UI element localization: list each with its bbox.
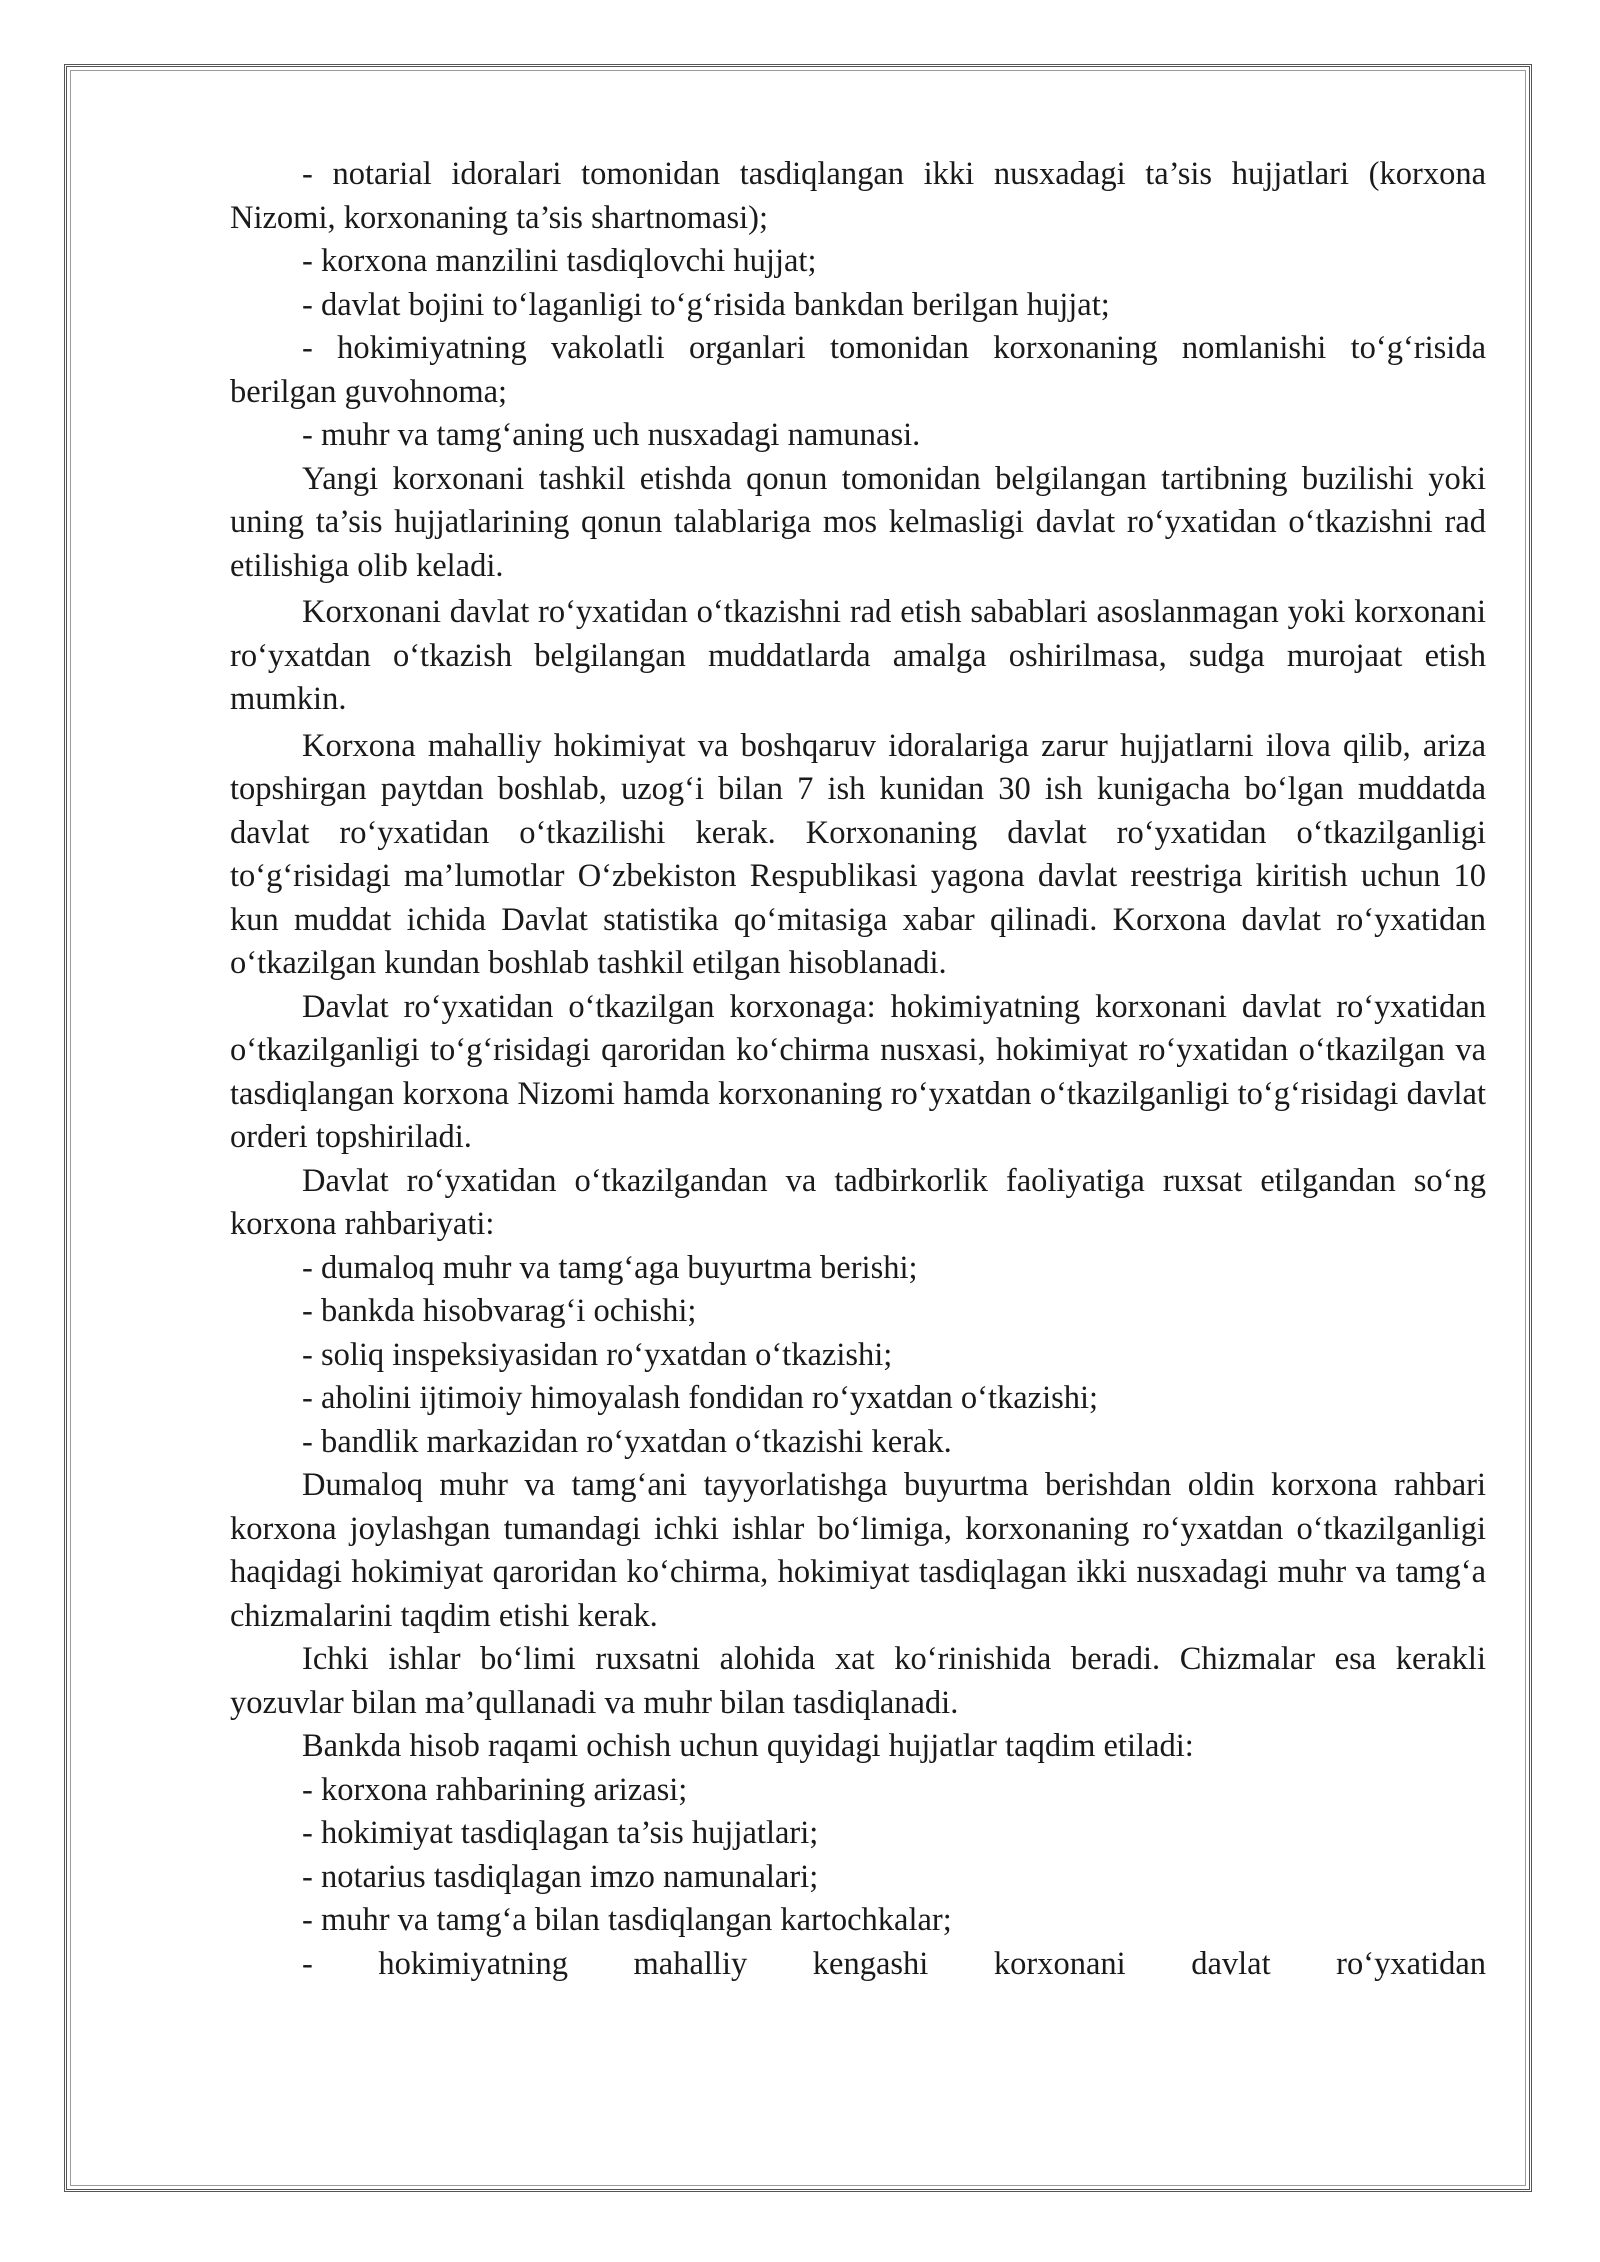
paragraph: Dumaloq muhr va tamg‘ani tayyorlatishga buyurtma berishdan oldin korxona rahbari korxona joylashgan tumandagi ichki ishlar bo‘limiga, korxonaning ro‘yxatdan o‘tkazilganligi haqidagi hokimiyat qaroridan ko‘chirma, hokimiyat tasdiqlagan ikki nusxadagi muhr va tamg‘a chizmalarini taqdim etishi kerak.: [230, 1467, 1486, 1634]
list-item: - bandlik markazidan ro‘yxatdan o‘tkazishi kerak.: [302, 1423, 952, 1460]
list-item: - muhr va tamg‘a bilan tasdiqlangan kartochkalar;: [302, 1902, 952, 1938]
list-item: - hokimiyat tasdiqlagan ta’sis hujjatlari;: [302, 1815, 819, 1851]
list-item: - bankda hisobvarag‘i ochishi;: [302, 1293, 697, 1329]
list-item: - hokimiyatning mahalliy kengashi korxonani davlat ro‘yxatidan: [302, 1945, 1486, 1982]
list-item: - davlat bojini to‘laganligi to‘g‘risida bankdan berilgan hujjat;: [302, 286, 1110, 323]
list-item: - muhr va tamg‘aning uch nusxadagi namunasi.: [302, 417, 921, 453]
paragraph: Korxonani davlat ro‘yxatidan o‘tkazishni rad etish sabablari asoslanmagan yoki korxonani ro‘yxatdan o‘tkazish belgilangan muddatlarda amalga oshirilmasa, sudga murojaat etish mumkin.: [230, 594, 1486, 717]
paragraph: Bankda hisob raqami ochish uchun quyidagi hujjatlar taqdim etiladi:: [302, 1728, 1194, 1764]
list-item: - korxona manzilini tasdiqlovchi hujjat;: [302, 243, 817, 279]
paragraph: Yangi korxonani tashkil etishda qonun tomonidan belgilangan tartibning buzilishi yoki uning ta’sis hujjatlarining qonun talablariga mos kelmasligi davlat ro‘yxatidan o‘tkazishni rad etilishiga olib keladi.: [230, 460, 1486, 584]
list-item: - hokimiyatning vakolatli organlari tomonidan korxonaning nomlanishi to‘g‘risida berilgan guvohnoma;: [230, 330, 1486, 410]
paragraph: Davlat ro‘yxatidan o‘tkazilgan korxonaga: hokimiyatning korxonani davlat ro‘yxatidan o‘tkazilganligi to‘g‘risidagi qaroridan ko‘chirma nusxasi, hokimiyat ro‘yxatidan o‘tkazilgan va tasdiqlangan korxona Nizomi hamda korxonaning ro‘yxatdan o‘tkazilganligi to‘g‘risidagi davlat orderi topshiriladi.: [230, 988, 1486, 1155]
paragraph: Ichki ishlar bo‘limi ruxsatni alohida xat ko‘rinishida beradi. Chizmalar esa kerakli yozuvlar bilan ma’qullanadi va muhr bilan tasdiqlanadi.: [230, 1641, 1486, 1721]
list-item: - aholini ijtimoiy himoyalash fondidan ro‘yxatdan o‘tkazishi;: [302, 1380, 1099, 1416]
list-item: - dumaloq muhr va tamg‘aga buyurtma berishi;: [302, 1249, 918, 1286]
list-item: - notarial idoralari tomonidan tasdiqlangan ikki nusxadagi ta’sis hujjatlari (korxona Nizomi, korxonaning ta’sis shartnomasi);: [230, 156, 1486, 236]
paragraph: Korxona mahalliy hokimiyat va boshqaruv idoralariga zarur hujjatlarni ilova qilib, ariza topshirgan paytdan boshlab, uzog‘i bilan 7 ish kunidan 30 ish kunigacha bo‘lgan muddatda davlat ro‘yxatidan o‘tkazilishi kerak. Korxonaning davlat ro‘yxatidan o‘tkazilganligi to‘g‘risidagi ma’lumotlar O‘zbekiston Respublikasi yagona davlat reestriga kiritish uchun 10 kun muddat ichida Davlat statistika qo‘mitasiga xabar qilinadi. Korxona davlat ro‘yxatidan o‘tkazilgan kundan boshlab tashkil etilgan hisoblanadi.: [230, 727, 1486, 981]
list-item: - soliq inspeksiyasidan ro‘yxatdan o‘tkazishi;: [302, 1336, 893, 1373]
list-item: - korxona rahbarining arizasi;: [302, 1771, 688, 1808]
list-item: - notarius tasdiqlagan imzo namunalari;: [302, 1858, 819, 1895]
document-body: [230, 153, 1486, 1986]
paragraph: Davlat ro‘yxatidan o‘tkazilgandan va tadbirkorlik faoliyatiga ruxsat etilgandan so‘ng korxona rahbariyati:: [230, 1162, 1486, 1242]
